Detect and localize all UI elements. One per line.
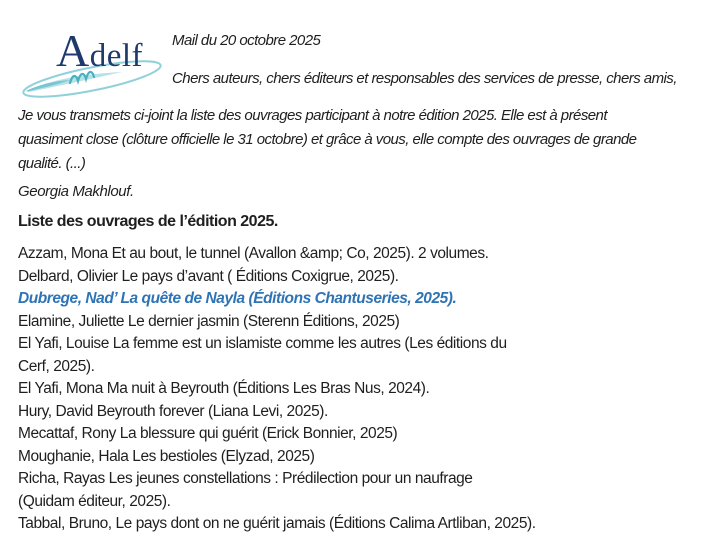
book-list-line: Cerf, 2025). (18, 357, 95, 375)
adelf-logo (20, 25, 168, 98)
book-list-line: Moughanie, Hala Les bestioles (Elyzad, 2025) (18, 447, 315, 465)
salutation-line: Chers auteurs, chers éditeurs et responsables des services de presse, chers amis, (172, 70, 677, 87)
intro-line: quasiment close (clôture officielle le 31 octobre) et grâce à vous, elle compte des ouvrages de grande (18, 131, 637, 148)
book-list-line: El Yafi, Mona Ma nuit à Beyrouth (Éditions Les Bras Nus, 2024). (18, 380, 430, 397)
intro-line: Je vous transmets ci-joint la liste des ouvrages participant à notre édition 2025. Elle est à présent (18, 107, 607, 124)
mail-date-line: Mail du 20 octobre 2025 (172, 32, 321, 49)
book-list-line: El Yafi, Louise La femme est un islamiste comme les autres (Les éditions du (18, 335, 507, 352)
book-list-line: Tabbal, Bruno, Le pays dont on ne guérit jamais (Éditions Calima Artliban, 2025). (18, 515, 536, 532)
book-list (18, 243, 536, 536)
logo-wordmark: Adelf (56, 25, 144, 76)
book-list-line: Delbard, Olivier Le pays d’avant ( Éditions Coxigrue, 2025). (18, 267, 399, 285)
book-list-line: Mecattaf, Rony La blessure qui guérit (Erick Bonnier, 2025) (18, 425, 398, 442)
intro-paragraph (18, 104, 636, 176)
signature: Georgia Makhlouf. (18, 183, 134, 200)
intro-line: qualité. (...) (18, 155, 86, 172)
book-list-line: (Quidam éditeur, 2025). (18, 492, 171, 510)
book-list-line: Richa, Rayas Les jeunes constellations : Prédilection pour un naufrage (18, 470, 473, 487)
list-title: Liste des ouvrages de l’édition 2025. (18, 213, 278, 230)
book-list-line: Hury, David Beyrouth forever (Liana Levi, 2025). (18, 402, 328, 420)
book-list-line-highlighted: Dubrege, Nad’ La quête de Nayla (Éditions Chantuseries, 2025). (18, 290, 457, 307)
book-list-line: Azzam, Mona Et au bout, le tunnel (Avallon &amp; Co, 2025). 2 volumes. (18, 245, 489, 262)
book-list-line: Elamine, Juliette Le dernier jasmin (Sterenn Éditions, 2025) (18, 312, 400, 330)
